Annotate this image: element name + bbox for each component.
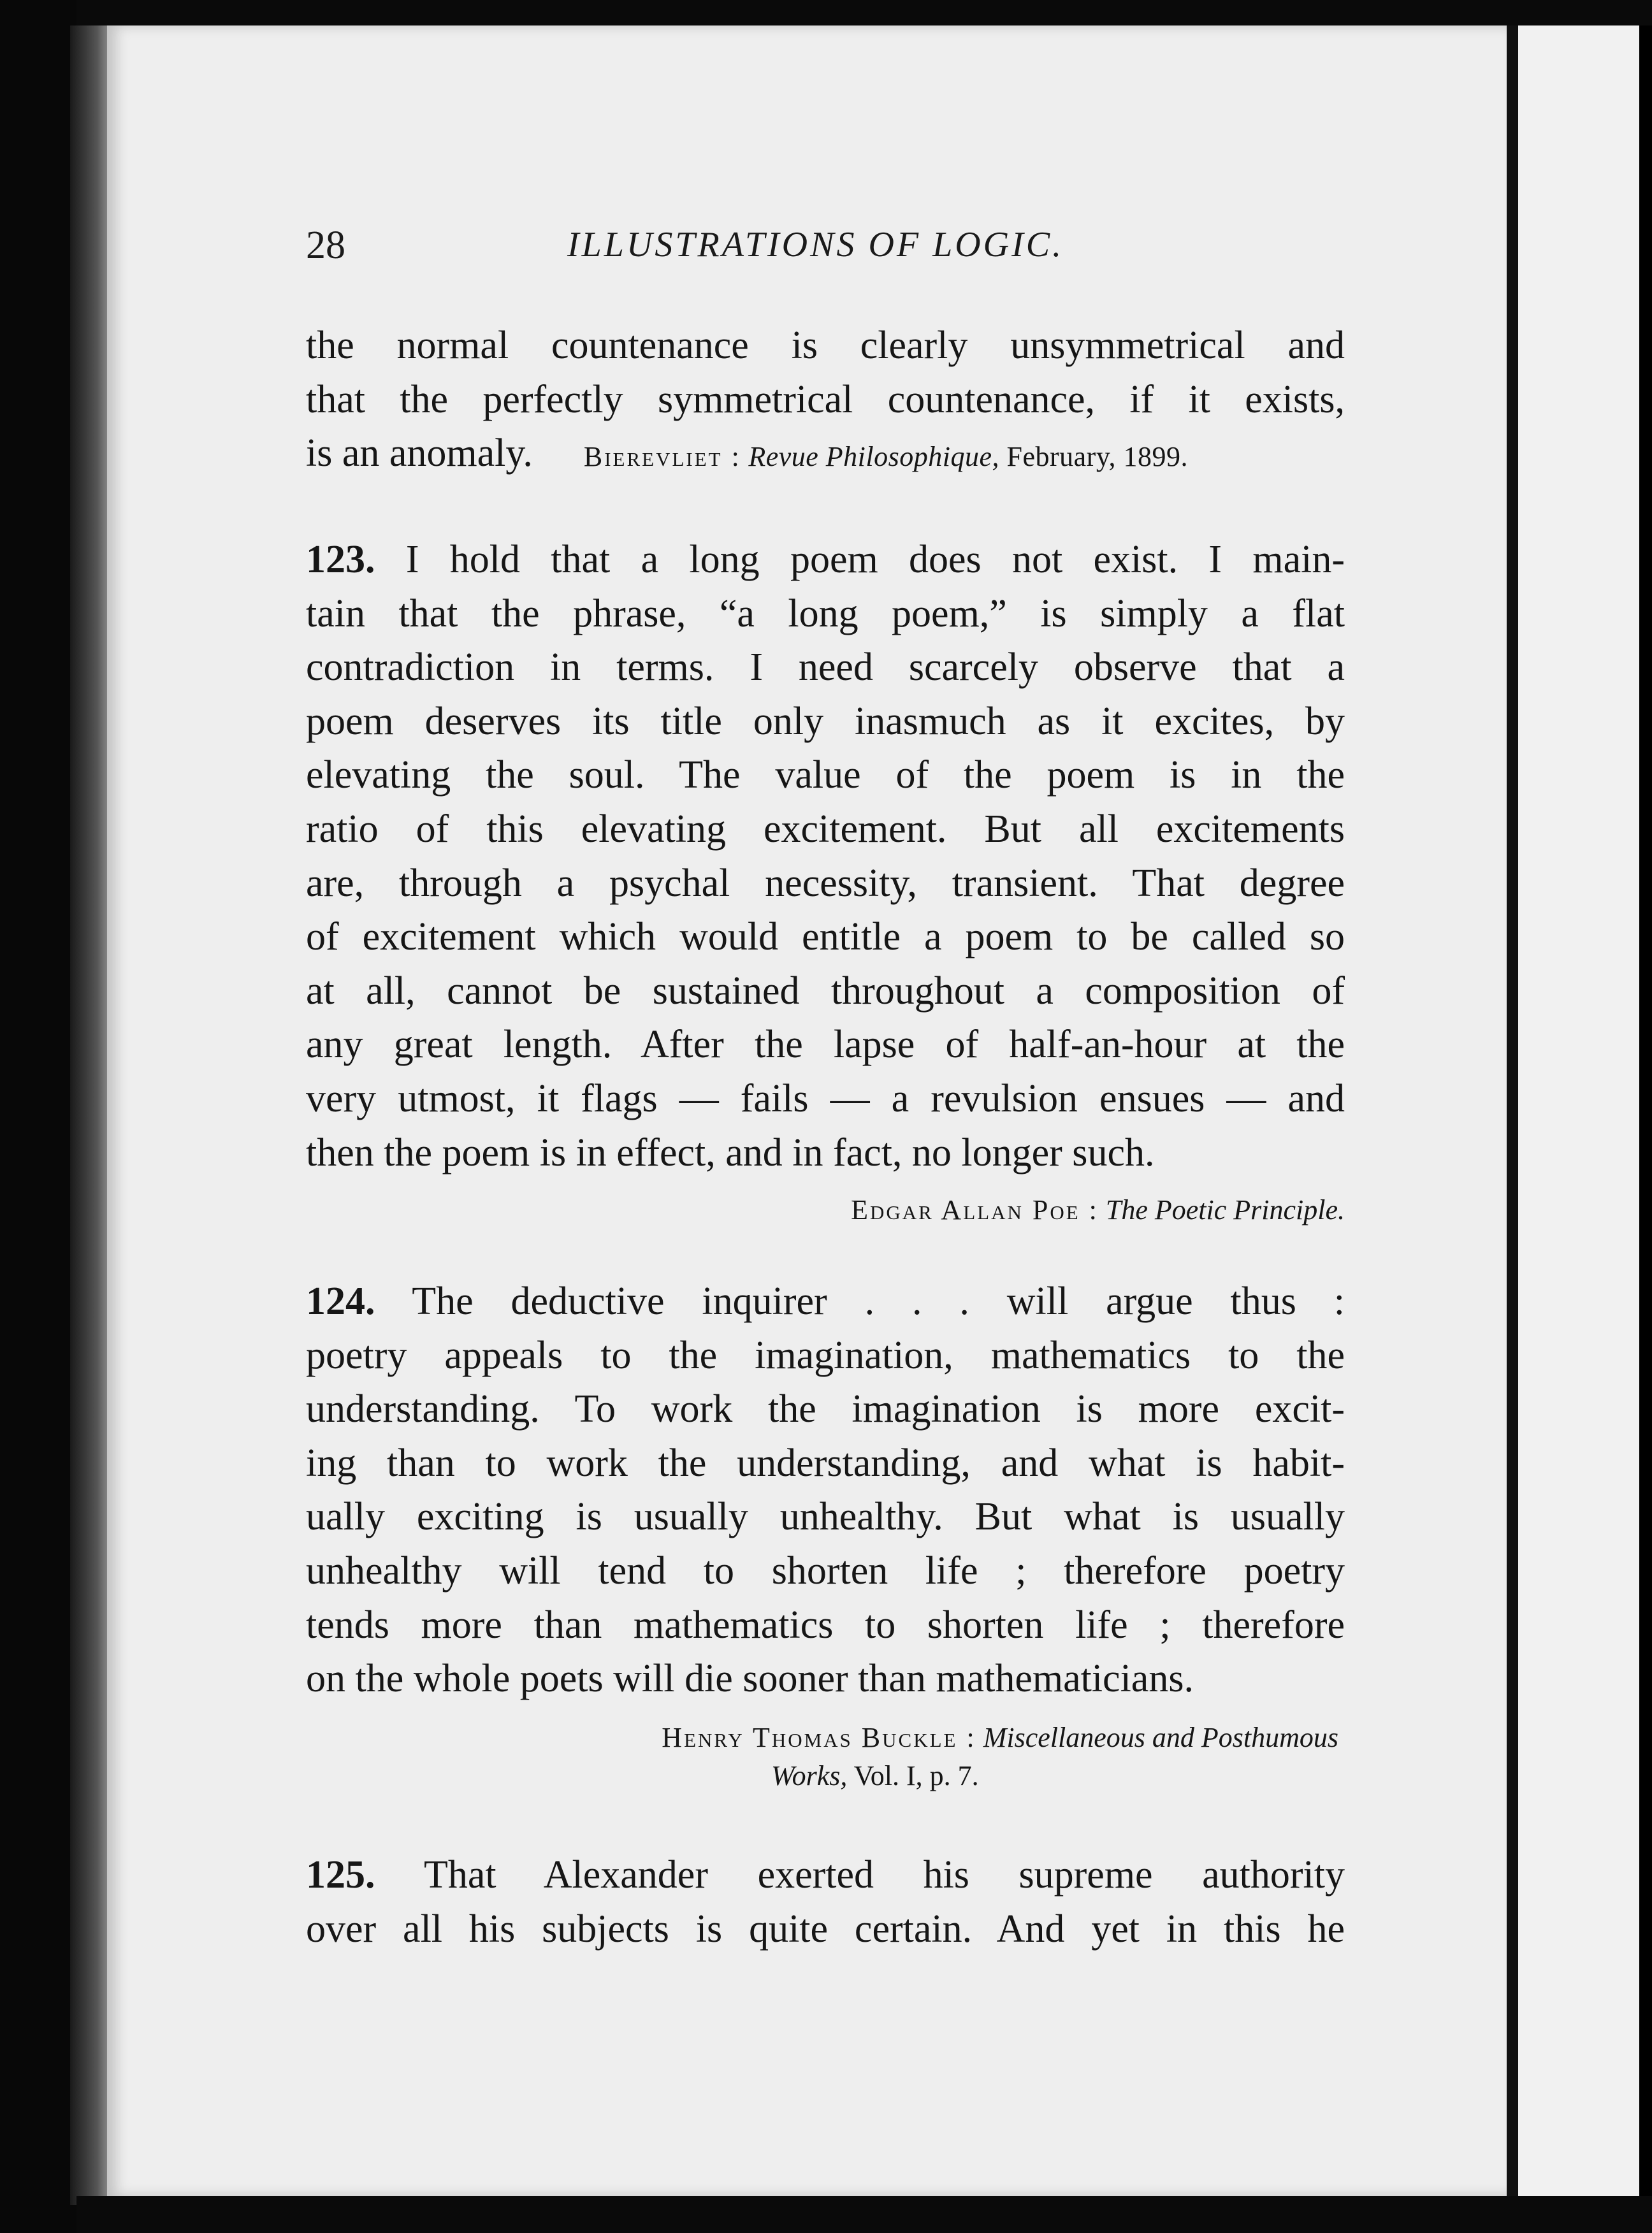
text-line: over all his subjects is quite certain. And yet in this he bbox=[306, 1907, 1345, 1951]
attribution-work: Miscellaneous and Posthumous bbox=[983, 1721, 1338, 1753]
attribution bbox=[306, 1191, 1345, 1229]
attribution-work: Works, bbox=[771, 1760, 848, 1791]
running-title: ILLUSTRATIONS OF LOGIC. bbox=[567, 225, 1064, 264]
text-line: poem deserves its title only inasmuch as it excites, by bbox=[306, 699, 1345, 743]
page-gutter bbox=[1507, 25, 1518, 2196]
book-binding bbox=[70, 25, 108, 2205]
text-line bbox=[306, 1848, 1345, 1902]
attribution bbox=[584, 441, 1188, 472]
attribution bbox=[306, 1719, 1345, 1757]
text-line: understanding. To work the imagination is more excit- bbox=[306, 1387, 1345, 1431]
paragraph-123 bbox=[306, 533, 1345, 1229]
text-line: at all, cannot be sustained throughout a composition of bbox=[306, 969, 1345, 1013]
text-line bbox=[306, 426, 1345, 481]
scan-border-bottom bbox=[76, 2196, 1652, 2233]
text-line: then the poem is in effect, and in fact, no longer such. bbox=[306, 1131, 1155, 1174]
text-line: very utmost, it flags — fails — a revulsion ensues — and bbox=[306, 1076, 1345, 1120]
text-line-content: That Alexander exerted his supreme authority bbox=[423, 1853, 1345, 1897]
text-line: are, through a psychal necessity, transient. That degree bbox=[306, 861, 1345, 905]
attribution-work: The Poetic Principle. bbox=[1105, 1194, 1345, 1226]
text-line-content: I hold that a long poem does not exist. I main- bbox=[405, 538, 1345, 581]
text-line-content: The deductive inquirer . . . will argue thus : bbox=[412, 1280, 1345, 1323]
scan-border-left bbox=[0, 0, 76, 2233]
text-line bbox=[306, 533, 1345, 587]
adjacent-page-edge bbox=[1518, 25, 1639, 2196]
text-line: of excitement which would entitle a poem to be called so bbox=[306, 915, 1345, 959]
text-line bbox=[306, 1275, 1345, 1329]
text-line: contradiction in terms. I need scarcely observe that a bbox=[306, 646, 1345, 690]
text-line-content: is an anomaly. bbox=[306, 431, 533, 475]
attribution-volume: Vol. I, p. 7. bbox=[853, 1760, 979, 1791]
scan-border-top bbox=[76, 0, 1652, 25]
attribution-author: Edgar Allan Poe : bbox=[851, 1194, 1099, 1226]
paragraph-124 bbox=[306, 1275, 1345, 1795]
paragraph-number: 125. bbox=[306, 1853, 375, 1897]
text-line: the normal countenance is clearly unsymmetrical and bbox=[306, 324, 1345, 367]
text-line: tends more than mathematics to shorten life ; therefore bbox=[306, 1603, 1345, 1647]
paragraph-number: 123. bbox=[306, 538, 375, 581]
text-line: on the whole poets will die sooner than mathematicians. bbox=[306, 1657, 1194, 1701]
attribution-continued bbox=[306, 1757, 1345, 1795]
text-line: unhealthy will tend to shorten life ; therefore poetry bbox=[306, 1549, 1345, 1593]
attribution-author: Henry Thomas Buckle : bbox=[662, 1721, 976, 1753]
text-line: ing than to work the understanding, and what is habit- bbox=[306, 1441, 1345, 1485]
text-line: any great length. After the lapse of half-an-hour at the bbox=[306, 1023, 1345, 1067]
attribution-date: February, 1899. bbox=[1006, 441, 1188, 473]
page-header bbox=[306, 223, 1345, 280]
text-line: ratio of this elevating excitement. But all excitements bbox=[306, 807, 1345, 851]
paragraph-122 bbox=[306, 319, 1345, 481]
text-line: tain that the phrase, “a long poem,” is simply a flat bbox=[306, 591, 1345, 635]
text-line: that the perfectly symmetrical countenance, if it exists, bbox=[306, 377, 1345, 421]
attribution-work: Revue Philosophique, bbox=[748, 441, 999, 473]
paragraph-125 bbox=[306, 1848, 1345, 1956]
paragraph-number: 124. bbox=[306, 1280, 375, 1323]
attribution-author: Bierevliet : bbox=[583, 441, 741, 473]
text-line: ually exciting is usually unhealthy. But what is usually bbox=[306, 1495, 1345, 1539]
text-line: poetry appeals to the imagination, mathematics to the bbox=[306, 1333, 1345, 1377]
page-number: 28 bbox=[306, 224, 345, 267]
text-line: elevating the soul. The value of the poem is in the bbox=[306, 753, 1345, 797]
